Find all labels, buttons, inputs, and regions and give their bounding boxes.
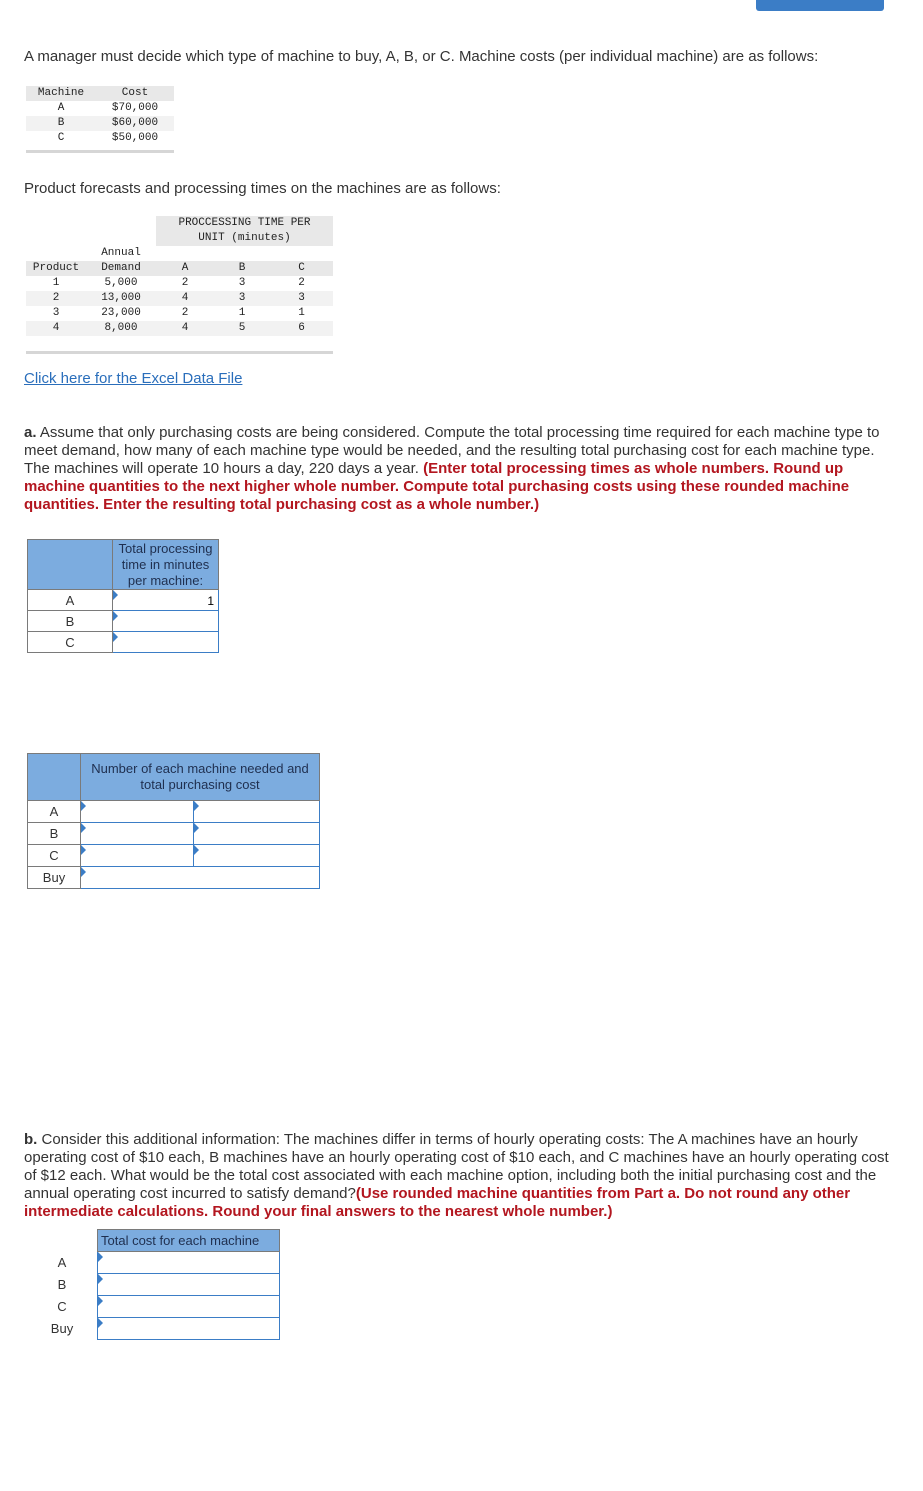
demand-cell: 5,000 (104, 277, 138, 289)
cost-cell: $50,000 (111, 132, 159, 144)
machine-count-cost-header: Number of each machine needed and total purchasing cost (81, 754, 320, 801)
forecast-intro-text: Product forecasts and processing times on the machines are as follows: (24, 180, 501, 197)
row-label-a: A (28, 590, 113, 611)
machine-b-header: B (238, 262, 246, 274)
time-c-cell: 2 (298, 277, 305, 289)
machine-cell: A (57, 102, 65, 114)
row-label-a: A (28, 801, 81, 823)
demand-cell: 13,000 (101, 292, 141, 304)
cost-cell: $60,000 (111, 117, 159, 129)
part-a-instruction: (Enter total processing times as whole numbers. Round up machine quantities to the next higher whole number. Compute total purchasing costs using these rounded machine quantities. Enter the resulting total purchasing cost as a whole number.) (24, 460, 850, 513)
row-label-c: C (57, 1299, 67, 1314)
time-a-cell: 4 (181, 292, 189, 304)
total-cost-table (27, 1229, 280, 1340)
purchasing-cost-c-input[interactable] (194, 845, 320, 867)
machines-needed-b-input[interactable] (81, 823, 194, 845)
machines-needed-c-input[interactable] (81, 845, 194, 867)
processing-time-a-input[interactable] (113, 590, 219, 611)
processing-time-column-header: Total processing time in minutes per machine: (113, 540, 219, 590)
row-label-buy: Buy (50, 1321, 74, 1336)
time-b-cell: 3 (238, 292, 246, 304)
time-a-cell: 2 (181, 277, 189, 289)
excel-data-link[interactable]: Click here for the Excel Data File (24, 370, 243, 387)
row-label-c: C (28, 632, 113, 653)
total-cost-buy-input[interactable] (98, 1318, 280, 1340)
part-a-question (24, 424, 894, 514)
total-cost-header: Total cost for each machine (98, 1230, 280, 1252)
row-label-a: A (57, 1255, 67, 1270)
product-cell: 1 (52, 277, 60, 289)
forecast-table (26, 216, 333, 354)
col-header-cost: Cost (121, 87, 149, 99)
machine-count-cost-table (27, 753, 320, 889)
purchasing-cost-b-input[interactable] (194, 823, 320, 845)
machine-c-header: C (298, 262, 305, 274)
product-header: Product (32, 262, 80, 274)
annual-demand-header: Annual (101, 247, 141, 259)
time-a-cell: 4 (181, 322, 189, 334)
time-c-cell: 6 (298, 322, 305, 334)
buy-choice-a-input[interactable] (81, 867, 320, 889)
total-cost-c-input[interactable] (98, 1296, 280, 1318)
demand-cell: 8,000 (104, 322, 138, 334)
processing-time-c-input[interactable] (113, 632, 219, 653)
processing-time-table (27, 539, 219, 653)
machine-cost-table (26, 86, 174, 153)
machines-needed-a-input[interactable] (81, 801, 194, 823)
total-cost-a-input[interactable] (98, 1252, 280, 1274)
product-cell: 4 (52, 322, 60, 334)
time-b-cell: 1 (238, 307, 246, 319)
purchasing-cost-a-input[interactable] (194, 801, 320, 823)
time-b-cell: 3 (238, 277, 246, 289)
time-a-cell: 2 (181, 307, 189, 319)
time-c-cell: 1 (298, 307, 305, 319)
part-b-text: Consider this additional information: The machines differ in terms of hourly operating costs: The A machines have an hourly operating cost of $10 each, B machines have an hourly operating cost of $10 each, and C machines have an hourly operating cost of $12 each. What would be the total cost associated with each machine option, including both the initial purchasing cost and the annual operating cost incurred to satisfy demand? (24, 1131, 889, 1202)
demand-cell: 23,000 (101, 307, 141, 319)
cost-cell: $70,000 (111, 102, 159, 114)
col-header-machine: Machine (37, 87, 85, 99)
part-b-instruction: (Use rounded machine quantities from Part a. Do not round any other intermediate calculations. Round your final answers to the nearest whole number.) (24, 1185, 851, 1220)
row-label-b: B (28, 611, 113, 632)
row-label-b: B (28, 823, 81, 845)
row-label-c: C (28, 845, 81, 867)
part-a-label: a. (24, 424, 37, 441)
machine-cell: C (57, 132, 65, 144)
intro-text: A manager must decide which type of machine to buy, A, B, or C. Machine costs (per individual machine) are as follows: (24, 48, 819, 65)
processing-time-b-input[interactable] (113, 611, 219, 632)
part-a-text: Assume that only purchasing costs are being considered. Compute the total processing time required for each machine type to meet demand, how many of each machine type would be needed, and the resulting total purchasing cost for each machine type. The machines will operate 10 hours a day, 220 days a year. (24, 424, 880, 477)
machine-cell: B (57, 117, 65, 129)
part-b-question (24, 1131, 894, 1221)
row-label-buy: Buy (28, 867, 81, 889)
time-c-cell: 3 (298, 292, 305, 304)
top-action-button[interactable] (756, 0, 884, 11)
processing-time-header: PROCCESSING TIME PER (156, 216, 333, 231)
part-b-label: b. (24, 1131, 38, 1148)
machine-a-header: A (181, 262, 189, 274)
total-cost-b-input[interactable] (98, 1274, 280, 1296)
demand-header: Demand (101, 262, 141, 274)
processing-time-header-unit: UNIT (minutes) (156, 231, 333, 246)
product-cell: 3 (52, 307, 60, 319)
product-cell: 2 (52, 292, 60, 304)
time-b-cell: 5 (238, 322, 246, 334)
row-label-b: B (57, 1277, 67, 1292)
